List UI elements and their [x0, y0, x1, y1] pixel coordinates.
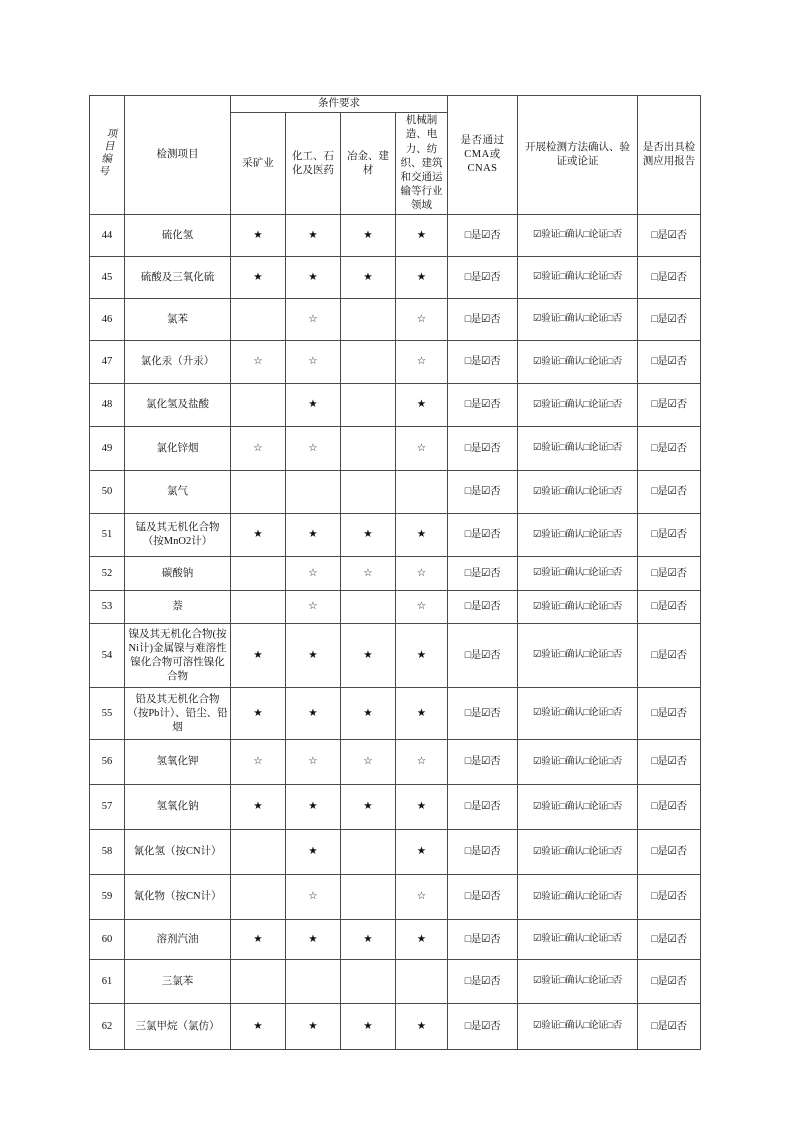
- application-report-checkbox-cell: □是☑否: [638, 1004, 701, 1050]
- condition-star-cell: ★: [341, 514, 396, 557]
- condition-star-cell: ☆: [396, 591, 448, 624]
- condition-star-cell: ☆: [396, 427, 448, 471]
- method-verification-checkbox-cell: ☑验证□确认□论证□否: [518, 299, 638, 341]
- condition-star-cell: ★: [231, 1004, 286, 1050]
- method-verification-checkbox-cell: ☑验证□确认□论证□否: [518, 215, 638, 257]
- condition-star-cell: ★: [396, 215, 448, 257]
- condition-star-cell: [286, 960, 341, 1004]
- item-number-cell: 45: [90, 257, 125, 299]
- item-number-cell: 57: [90, 785, 125, 830]
- item-number-cell: 51: [90, 514, 125, 557]
- condition-star-cell: ★: [231, 257, 286, 299]
- condition-star-cell: ☆: [286, 740, 341, 785]
- test-item-name-cell: 萘: [125, 591, 231, 624]
- cma-cnas-checkbox-cell: □是☑否: [448, 624, 518, 688]
- table-row: [90, 257, 701, 299]
- header-method-verification: 开展检测方法确认、验证或论证: [518, 96, 638, 215]
- item-number-cell: 62: [90, 1004, 125, 1050]
- condition-star-cell: ★: [286, 215, 341, 257]
- condition-star-cell: ☆: [396, 299, 448, 341]
- table-row: [90, 920, 701, 960]
- condition-star-cell: ★: [396, 688, 448, 740]
- application-report-checkbox-cell: □是☑否: [638, 830, 701, 875]
- cma-cnas-checkbox-cell: □是☑否: [448, 514, 518, 557]
- method-verification-checkbox-cell: ☑验证□确认□论证□否: [518, 785, 638, 830]
- condition-star-cell: ☆: [396, 875, 448, 920]
- cma-cnas-checkbox-cell: □是☑否: [448, 830, 518, 875]
- method-verification-checkbox-cell: ☑验证□确认□论证□否: [518, 384, 638, 427]
- cma-cnas-checkbox-cell: □是☑否: [448, 471, 518, 514]
- table-row: [90, 830, 701, 875]
- application-report-checkbox-cell: □是☑否: [638, 875, 701, 920]
- cma-cnas-checkbox-cell: □是☑否: [448, 299, 518, 341]
- header-condition-requirements: 条件要求: [231, 96, 448, 113]
- application-report-checkbox-cell: □是☑否: [638, 384, 701, 427]
- test-item-name-cell: 溶剂汽油: [125, 920, 231, 960]
- item-number-cell: 54: [90, 624, 125, 688]
- condition-star-cell: [341, 384, 396, 427]
- header-industry-mining: 采矿业: [231, 113, 286, 215]
- condition-star-cell: ★: [396, 785, 448, 830]
- condition-star-cell: ★: [341, 1004, 396, 1050]
- test-item-name-cell: 氰化氢（按CN计）: [125, 830, 231, 875]
- condition-star-cell: ★: [231, 785, 286, 830]
- application-report-checkbox-cell: □是☑否: [638, 785, 701, 830]
- table-row: [90, 960, 701, 1004]
- condition-star-cell: [231, 830, 286, 875]
- inspection-items-table: [89, 95, 701, 1050]
- condition-star-cell: [341, 830, 396, 875]
- item-number-cell: 56: [90, 740, 125, 785]
- method-verification-checkbox-cell: ☑验证□确认□论证□否: [518, 514, 638, 557]
- condition-star-cell: ☆: [286, 341, 341, 384]
- table-row: [90, 740, 701, 785]
- cma-cnas-checkbox-cell: □是☑否: [448, 427, 518, 471]
- test-item-name-cell: 三氯甲烷（氯仿）: [125, 1004, 231, 1050]
- cma-cnas-checkbox-cell: □是☑否: [448, 740, 518, 785]
- condition-star-cell: [341, 341, 396, 384]
- cma-cnas-checkbox-cell: □是☑否: [448, 875, 518, 920]
- table-row: [90, 591, 701, 624]
- header-industry-metallurgy: 冶金、建材: [341, 113, 396, 215]
- table-row: [90, 688, 701, 740]
- condition-star-cell: ☆: [396, 740, 448, 785]
- header-industry-chemical: 化工、石化及医药: [286, 113, 341, 215]
- method-verification-checkbox-cell: ☑验证□确认□论证□否: [518, 257, 638, 299]
- application-report-checkbox-cell: □是☑否: [638, 299, 701, 341]
- table-row: [90, 875, 701, 920]
- test-item-name-cell: 三氯苯: [125, 960, 231, 1004]
- cma-cnas-checkbox-cell: □是☑否: [448, 1004, 518, 1050]
- item-number-cell: 60: [90, 920, 125, 960]
- test-item-name-cell: 氯化汞（升汞）: [125, 341, 231, 384]
- method-verification-checkbox-cell: ☑验证□确认□论证□否: [518, 1004, 638, 1050]
- condition-star-cell: [396, 960, 448, 1004]
- condition-star-cell: ☆: [396, 557, 448, 591]
- test-item-name-cell: 氯化锌烟: [125, 427, 231, 471]
- cma-cnas-checkbox-cell: □是☑否: [448, 341, 518, 384]
- test-item-name-cell: 镍及其无机化合物(按Ni计)金属镍与难溶性镍化合物可溶性镍化合物: [125, 624, 231, 688]
- header-application-report: 是否出具检测应用报告: [638, 96, 701, 215]
- table-row: [90, 341, 701, 384]
- method-verification-checkbox-cell: ☑验证□确认□论证□否: [518, 341, 638, 384]
- condition-star-cell: ★: [286, 624, 341, 688]
- condition-star-cell: ★: [286, 384, 341, 427]
- condition-star-cell: [231, 299, 286, 341]
- condition-star-cell: [341, 875, 396, 920]
- method-verification-checkbox-cell: ☑验证□确认□论证□否: [518, 427, 638, 471]
- condition-star-cell: [341, 427, 396, 471]
- application-report-checkbox-cell: □是☑否: [638, 257, 701, 299]
- condition-star-cell: [231, 384, 286, 427]
- cma-cnas-checkbox-cell: □是☑否: [448, 960, 518, 1004]
- condition-star-cell: ★: [341, 920, 396, 960]
- condition-star-cell: ★: [396, 384, 448, 427]
- condition-star-cell: [231, 557, 286, 591]
- item-number-cell: 53: [90, 591, 125, 624]
- test-item-name-cell: 硫酸及三氧化硫: [125, 257, 231, 299]
- method-verification-checkbox-cell: ☑验证□确认□论证□否: [518, 591, 638, 624]
- header-cma-cnas: 是否通过CMA或CNAS: [448, 96, 518, 215]
- condition-star-cell: ☆: [341, 740, 396, 785]
- application-report-checkbox-cell: □是☑否: [638, 624, 701, 688]
- condition-star-cell: ★: [286, 830, 341, 875]
- application-report-checkbox-cell: □是☑否: [638, 341, 701, 384]
- header-industry-machinery: 机械制造、电力、纺织、建筑和交通运输等行业领域: [396, 113, 448, 215]
- table-body: [90, 215, 701, 1050]
- table-row: [90, 514, 701, 557]
- condition-star-cell: ☆: [286, 427, 341, 471]
- test-item-name-cell: 氢氧化钠: [125, 785, 231, 830]
- condition-star-cell: ★: [341, 215, 396, 257]
- test-item-name-cell: 氢氧化钾: [125, 740, 231, 785]
- condition-star-cell: [231, 471, 286, 514]
- condition-star-cell: ☆: [286, 299, 341, 341]
- table-row: [90, 427, 701, 471]
- condition-star-cell: ☆: [286, 591, 341, 624]
- condition-star-cell: [341, 471, 396, 514]
- condition-star-cell: ★: [341, 624, 396, 688]
- item-number-cell: 47: [90, 341, 125, 384]
- cma-cnas-checkbox-cell: □是☑否: [448, 215, 518, 257]
- condition-star-cell: ★: [286, 920, 341, 960]
- condition-star-cell: ☆: [286, 875, 341, 920]
- item-number-cell: 55: [90, 688, 125, 740]
- condition-star-cell: ★: [231, 514, 286, 557]
- method-verification-checkbox-cell: ☑验证□确认□论证□否: [518, 960, 638, 1004]
- item-number-cell: 48: [90, 384, 125, 427]
- method-verification-checkbox-cell: ☑验证□确认□论证□否: [518, 688, 638, 740]
- method-verification-checkbox-cell: ☑验证□确认□论证□否: [518, 830, 638, 875]
- application-report-checkbox-cell: □是☑否: [638, 960, 701, 1004]
- application-report-checkbox-cell: □是☑否: [638, 557, 701, 591]
- condition-star-cell: ★: [341, 785, 396, 830]
- application-report-checkbox-cell: □是☑否: [638, 920, 701, 960]
- application-report-checkbox-cell: □是☑否: [638, 591, 701, 624]
- condition-star-cell: ★: [231, 920, 286, 960]
- condition-star-cell: ★: [231, 215, 286, 257]
- table-row: [90, 785, 701, 830]
- item-number-cell: 49: [90, 427, 125, 471]
- condition-star-cell: ★: [286, 1004, 341, 1050]
- cma-cnas-checkbox-cell: □是☑否: [448, 920, 518, 960]
- cma-cnas-checkbox-cell: □是☑否: [448, 384, 518, 427]
- item-number-cell: 59: [90, 875, 125, 920]
- table-row: [90, 557, 701, 591]
- application-report-checkbox-cell: □是☑否: [638, 215, 701, 257]
- method-verification-checkbox-cell: ☑验证□确认□论证□否: [518, 920, 638, 960]
- item-number-cell: 46: [90, 299, 125, 341]
- condition-star-cell: ★: [396, 624, 448, 688]
- application-report-checkbox-cell: □是☑否: [638, 514, 701, 557]
- condition-star-cell: ☆: [231, 427, 286, 471]
- condition-star-cell: [231, 591, 286, 624]
- method-verification-checkbox-cell: ☑验证□确认□论证□否: [518, 875, 638, 920]
- condition-star-cell: [286, 471, 341, 514]
- condition-star-cell: ★: [341, 257, 396, 299]
- method-verification-checkbox-cell: ☑验证□确认□论证□否: [518, 557, 638, 591]
- condition-star-cell: ★: [341, 688, 396, 740]
- condition-star-cell: ★: [396, 1004, 448, 1050]
- application-report-checkbox-cell: □是☑否: [638, 427, 701, 471]
- condition-star-cell: ☆: [231, 740, 286, 785]
- test-item-name-cell: 氯苯: [125, 299, 231, 341]
- table-row: [90, 215, 701, 257]
- condition-star-cell: ★: [396, 920, 448, 960]
- condition-star-cell: ★: [286, 514, 341, 557]
- header-test-item: 检测项目: [125, 96, 231, 215]
- table-row: [90, 384, 701, 427]
- condition-star-cell: [341, 591, 396, 624]
- item-number-cell: 61: [90, 960, 125, 1004]
- condition-star-cell: ★: [231, 624, 286, 688]
- condition-star-cell: [231, 875, 286, 920]
- header-item-number: [90, 96, 125, 215]
- test-item-name-cell: 铅及其无机化合物（按Pb计）、铅尘、铅烟: [125, 688, 231, 740]
- test-item-name-cell: 硫化氢: [125, 215, 231, 257]
- condition-star-cell: [231, 960, 286, 1004]
- cma-cnas-checkbox-cell: □是☑否: [448, 688, 518, 740]
- item-number-cell: 44: [90, 215, 125, 257]
- condition-star-cell: ☆: [341, 557, 396, 591]
- condition-star-cell: [341, 299, 396, 341]
- condition-star-cell: ★: [286, 257, 341, 299]
- item-number-cell: 58: [90, 830, 125, 875]
- condition-star-cell: ★: [286, 688, 341, 740]
- table-header: [90, 96, 701, 215]
- condition-star-cell: [341, 960, 396, 1004]
- test-item-name-cell: 氰化物（按CN计）: [125, 875, 231, 920]
- table-row: [90, 1004, 701, 1050]
- condition-star-cell: ☆: [231, 341, 286, 384]
- item-number-cell: 50: [90, 471, 125, 514]
- condition-star-cell: ★: [396, 830, 448, 875]
- header-item-number-label: 项目编号: [96, 127, 119, 178]
- cma-cnas-checkbox-cell: □是☑否: [448, 785, 518, 830]
- method-verification-checkbox-cell: ☑验证□确认□论证□否: [518, 624, 638, 688]
- test-item-name-cell: 锰及其无机化合物（按MnO2计）: [125, 514, 231, 557]
- condition-star-cell: ☆: [286, 557, 341, 591]
- test-item-name-cell: 氯气: [125, 471, 231, 514]
- item-number-cell: 52: [90, 557, 125, 591]
- cma-cnas-checkbox-cell: □是☑否: [448, 557, 518, 591]
- application-report-checkbox-cell: □是☑否: [638, 471, 701, 514]
- condition-star-cell: ★: [286, 785, 341, 830]
- condition-star-cell: ★: [231, 688, 286, 740]
- condition-star-cell: ☆: [396, 341, 448, 384]
- application-report-checkbox-cell: □是☑否: [638, 740, 701, 785]
- cma-cnas-checkbox-cell: □是☑否: [448, 257, 518, 299]
- condition-star-cell: ★: [396, 514, 448, 557]
- condition-star-cell: [396, 471, 448, 514]
- condition-star-cell: ★: [396, 257, 448, 299]
- method-verification-checkbox-cell: ☑验证□确认□论证□否: [518, 471, 638, 514]
- table-row: [90, 471, 701, 514]
- cma-cnas-checkbox-cell: □是☑否: [448, 591, 518, 624]
- test-item-name-cell: 碳酸钠: [125, 557, 231, 591]
- table-row: [90, 624, 701, 688]
- method-verification-checkbox-cell: ☑验证□确认□论证□否: [518, 740, 638, 785]
- table-row: [90, 299, 701, 341]
- test-item-name-cell: 氯化氢及盐酸: [125, 384, 231, 427]
- application-report-checkbox-cell: □是☑否: [638, 688, 701, 740]
